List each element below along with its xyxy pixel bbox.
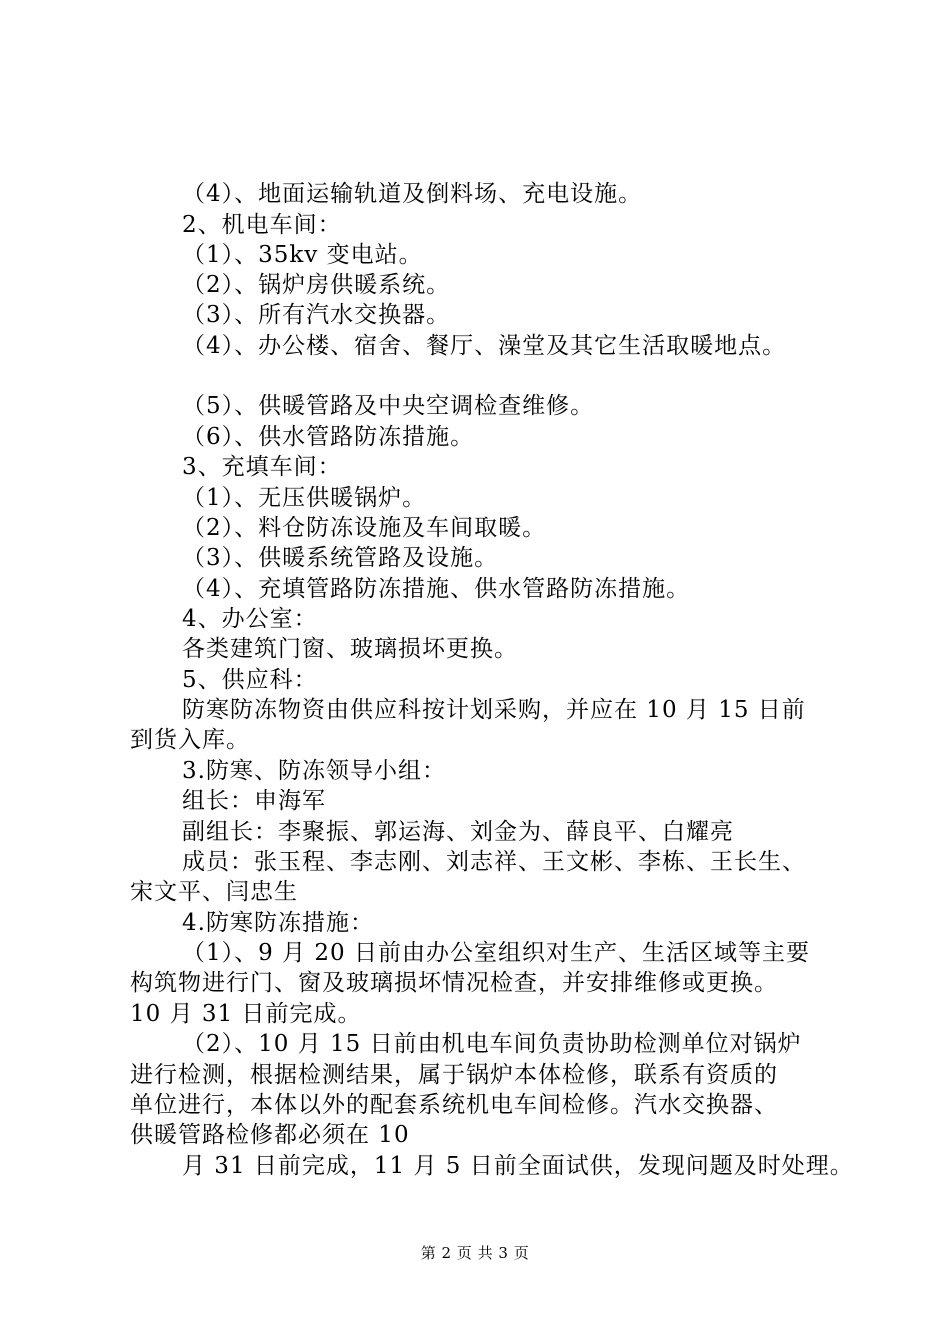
section-heading: 4、办公室：	[182, 606, 318, 632]
section-heading: 2、机电车间：	[182, 212, 342, 238]
text-line: 成员：张玉程、李志刚、刘志祥、王文彬、李栋、王长生、	[182, 849, 806, 875]
text-line: （1）、9 月 20 日前由办公室组织对生产、生活区域等主要	[182, 940, 810, 966]
text-line: （4）、充填管路防冻措施、供水管路防冻措施。	[182, 576, 691, 602]
text-line: 宋文平、闫忠生	[130, 879, 298, 905]
text-line: （6）、供水管路防冻措施。	[182, 424, 475, 450]
text-line: 月 31 日前完成，11 月 5 日前全面试供，发现问题及时处理。	[182, 1153, 854, 1179]
text-line: （3）、所有汽水交换器。	[182, 302, 451, 328]
text-line: 防寒防冻物资由供应科按计划采购，并应在 10 月 15 日前	[182, 697, 806, 723]
text-line: （2）、锅炉房供暖系统。	[182, 272, 451, 298]
page-number-footer: 第 2 页 共 3 页	[420, 1244, 530, 1262]
section-heading: 5、供应科：	[182, 667, 318, 693]
text-line: （2）、10 月 15 日前由机电车间负责协助检测单位对锅炉	[182, 1031, 802, 1057]
text-line: 单位进行，本体以外的配套系统机电车间检修。汽水交换器、	[130, 1092, 778, 1118]
text-line: 进行检测，根据检测结果，属于锅炉本体检修，联系有资质的	[130, 1062, 778, 1088]
text-line: 供暖管路检修都必须在 10	[130, 1122, 410, 1148]
text-line: （2）、料仓防冻设施及车间取暖。	[182, 515, 547, 541]
text-line: （3）、供暖系统管路及设施。	[182, 545, 499, 571]
section-heading: 3、充填车间：	[182, 454, 342, 480]
text-line: 副组长：李聚振、郭运海、刘金为、薛良平、白耀亮	[182, 819, 734, 845]
text-line: 10 月 31 日前完成。	[130, 1001, 362, 1027]
text-line: 组长：申海军	[182, 788, 326, 814]
section-heading: 4.防寒防冻措施：	[182, 910, 374, 936]
section-heading: 3.防寒、防冻领导小组：	[182, 758, 446, 784]
text-line: （1）、35kv 变电站。	[182, 242, 423, 268]
text-line: （4）、地面运输轨道及倒料场、充电设施。	[182, 181, 643, 207]
text-line: 构筑物进行门、窗及玻璃损坏情况检查，并安排维修或更换。	[130, 970, 778, 996]
text-line: （1）、无压供暖锅炉。	[182, 485, 427, 511]
text-line: 各类建筑门窗、玻璃损坏更换。	[182, 636, 518, 662]
text-line: （5）、供暖管路及中央空调检查维修。	[182, 393, 595, 419]
text-line: （4）、办公楼、宿舍、餐厅、澡堂及其它生活取暖地点。	[182, 333, 787, 359]
text-line: 到货入库。	[130, 727, 250, 753]
